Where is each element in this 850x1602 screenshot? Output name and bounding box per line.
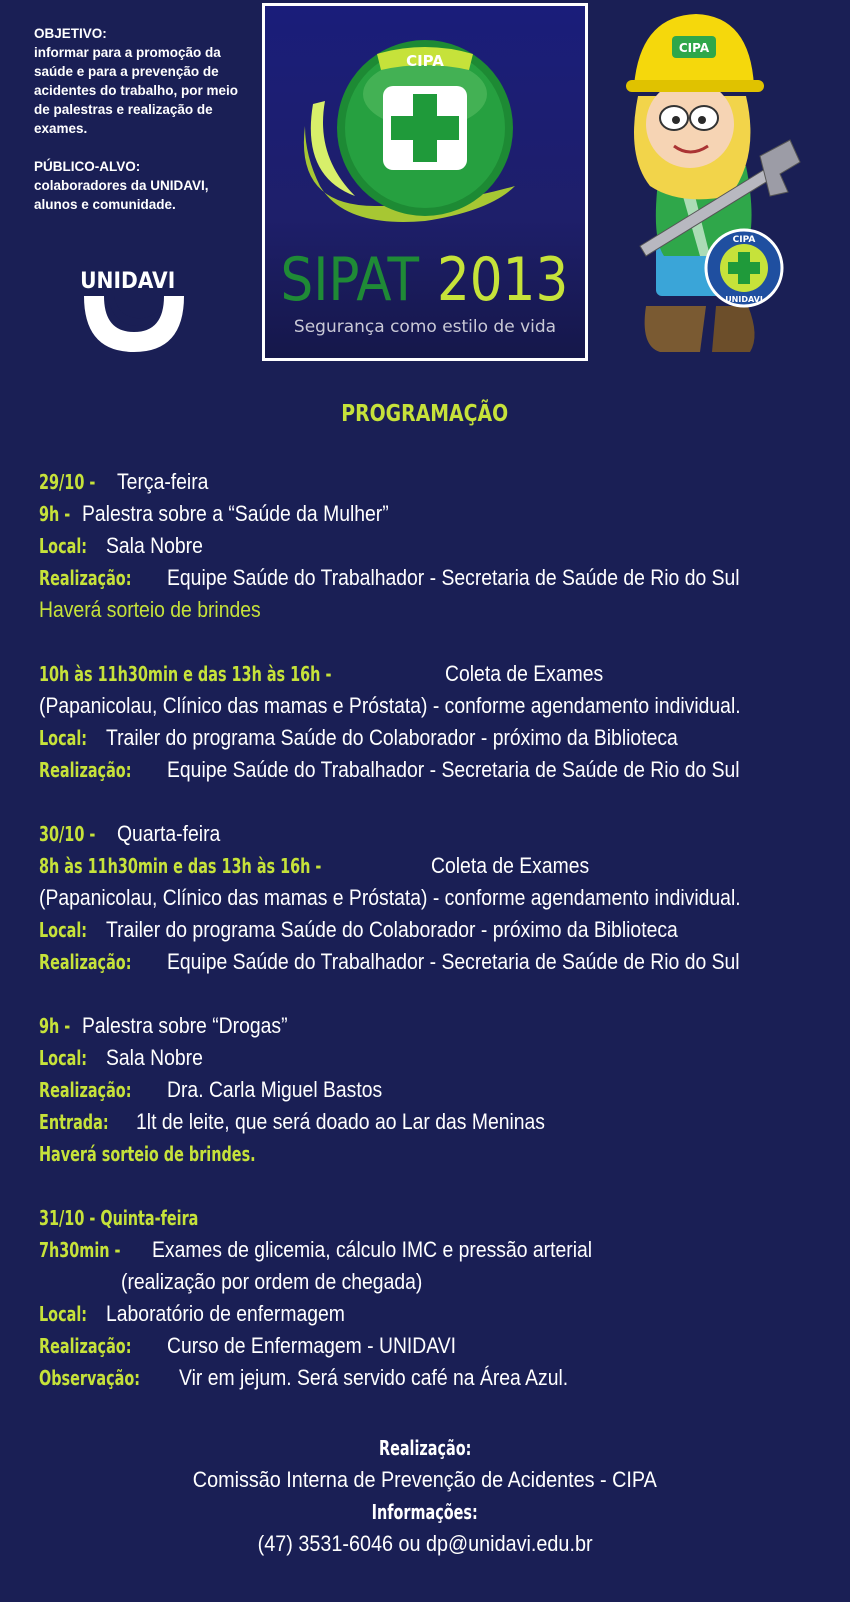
- day2-event1: [39, 850, 829, 882]
- objective-label: OBJETIVO:: [34, 26, 107, 41]
- footer-contact: (47) 3531-6046 ou dp@unidavi.edu.br: [257, 1531, 593, 1556]
- helmet-badge-text: CIPA: [678, 41, 710, 55]
- objective: [34, 24, 254, 138]
- day3-event1-local-value: Laboratório de enfermagem: [105, 1301, 345, 1326]
- day1-date: 29/10 -: [39, 470, 96, 494]
- footer-organization: Comissão Interna de Prevenção de Acidentes - CIPA: [192, 1467, 658, 1492]
- day1-event1: [39, 498, 829, 530]
- day2-event2-realizacao-value: Dra. Carla Miguel Bastos: [167, 1077, 383, 1102]
- day1-header: [39, 466, 829, 498]
- day2-event2-time: 9h -: [39, 1014, 71, 1038]
- day1-event2-realizacao-value: Equipe Saúde do Trabalhador - Secretaria de Saúde de Rio do Sul: [167, 757, 740, 782]
- realizacao-label: Realização:: [39, 758, 132, 782]
- day3-event1-note: [39, 1266, 829, 1298]
- day3-event1-realizacao-value: Curso de Enfermagem - UNIDAVI: [167, 1333, 457, 1358]
- day1-event2-time: 10h às 11h30min e das 13h às 16h -: [39, 662, 332, 686]
- sipat-year: 2013: [437, 245, 569, 316]
- day2-date: 30/10 -: [39, 822, 96, 846]
- day2-event2-prize-text: Haverá sorteio de brindes.: [39, 1142, 256, 1166]
- day2-event1-local-value: Trailer do programa Saúde do Colaborador - próximo da Biblioteca: [105, 917, 678, 942]
- day2-weekday: Quarta-feira: [117, 821, 221, 846]
- day2-event2-local-value: Sala Nobre: [105, 1045, 203, 1070]
- day1-event2-detail-text: (Papanicolau, Clínico das mamas e Próstata) - conforme agendamento individual.: [39, 693, 741, 718]
- unidavi-logo: [78, 266, 190, 356]
- footer-info-label: Informações:: [371, 1500, 479, 1524]
- realizacao-label: Realização:: [39, 1334, 132, 1358]
- day1-event2-realizacao: [39, 754, 829, 786]
- local-label: Local:: [39, 918, 88, 942]
- day2-event2-entry-value: 1lt de leite, que será doado ao Lar das Meninas: [135, 1109, 545, 1134]
- footer-realizacao-label: Realização:: [378, 1436, 472, 1460]
- sipat-tagline: Segurança como estilo de vida: [293, 317, 557, 337]
- day1-event1-prize: [39, 594, 829, 626]
- sipat-title: SIPAT: [280, 245, 420, 316]
- day2-event2-local: [39, 1042, 829, 1074]
- day3-event1-realizacao: [39, 1330, 829, 1362]
- local-label: Local:: [39, 1302, 88, 1326]
- day2-event1-realizacao: [39, 946, 829, 978]
- sipat-logo-box: [262, 3, 588, 361]
- day1-event2-title: Coleta de Exames: [445, 661, 604, 686]
- day1-weekday: Terça-feira: [117, 469, 209, 494]
- day2-event2-prize: [39, 1138, 829, 1170]
- objective-text: informar para a promoção da saúde e para a prevenção de acidentes do trabalho, por meio de palestras e realização de exames.: [34, 45, 239, 136]
- realizacao-label: Realização:: [39, 1078, 132, 1102]
- day3-event1-local: [39, 1298, 829, 1330]
- day3-event1-time: 7h30min -: [39, 1238, 121, 1262]
- day1-event1-prize-text: Haverá sorteio de brindes: [39, 597, 261, 622]
- observacao-label: Observação:: [39, 1366, 141, 1390]
- day1-event1-local: [39, 530, 829, 562]
- day2-event2-realizacao: [39, 1074, 829, 1106]
- day2-event2-title: Palestra sobre “Drogas”: [82, 1013, 288, 1038]
- day2-event1-realizacao-value: Equipe Saúde do Trabalhador - Secretaria de Saúde de Rio do Sul: [167, 949, 740, 974]
- local-label: Local:: [39, 534, 88, 558]
- day2-header: [39, 818, 829, 850]
- day1-event2-local: [39, 722, 829, 754]
- seal-bottom-text: UNIDAVI: [725, 295, 763, 304]
- audience-label: PÚBLICO-ALVO:: [34, 159, 141, 174]
- day3-event1: [39, 1234, 829, 1266]
- entrada-label: Entrada:: [39, 1110, 109, 1134]
- day2-event2: [39, 1010, 829, 1042]
- day2-event1-time: 8h às 11h30min e das 13h às 16h -: [39, 854, 322, 878]
- day3-event1-observation: [39, 1362, 829, 1394]
- day1-event2-local-value: Trailer do programa Saúde do Colaborador - próximo da Biblioteca: [105, 725, 678, 750]
- day1-event1-realizacao: [39, 562, 829, 594]
- realizacao-label: Realização:: [39, 566, 132, 590]
- day3-date: 31/10 - Quinta-feira: [39, 1206, 199, 1230]
- cipa-badge-text: CIPA: [406, 52, 444, 70]
- day3-event1-title: Exames de glicemia, cálculo IMC e pressão arterial: [152, 1237, 593, 1262]
- day1-event1-time: 9h -: [39, 502, 71, 526]
- day2-event1-detail-text: (Papanicolau, Clínico das mamas e Próstata) - conforme agendamento individual.: [39, 885, 741, 910]
- intro-block: [34, 24, 254, 233]
- realizacao-label: Realização:: [39, 950, 132, 974]
- audience-text: colaboradores da UNIDAVI, alunos e comunidade.: [34, 178, 209, 212]
- day1-event1-realizacao-value: Equipe Saúde do Trabalhador - Secretaria de Saúde de Rio do Sul: [167, 565, 740, 590]
- local-label: Local:: [39, 1046, 88, 1070]
- seal-top-text: CIPA: [732, 235, 756, 245]
- day3-event1-observation-value: Vir em jejum. Será servido café na Área Azul.: [179, 1365, 569, 1390]
- local-label: Local:: [39, 726, 88, 750]
- day2-event1-local: [39, 914, 829, 946]
- day2-event2-entry: [39, 1106, 829, 1138]
- unidavi-logo-text: UNIDAVI: [80, 267, 176, 294]
- sipat-logo: [265, 6, 585, 358]
- program-title-text: PROGRAMAÇÃO: [341, 401, 509, 427]
- program-title: [0, 400, 850, 427]
- day3-header: [39, 1202, 829, 1234]
- day2-event1-title: Coleta de Exames: [431, 853, 590, 878]
- day2-event1-detail: [39, 882, 829, 914]
- day1-event1-local-value: Sala Nobre: [105, 533, 203, 558]
- mascot-illustration: [620, 6, 820, 366]
- schedule: [39, 466, 829, 1394]
- audience: [34, 157, 254, 214]
- day1-event1-title: Palestra sobre a “Saúde da Mulher”: [82, 501, 390, 526]
- day1-event2-detail: [39, 690, 829, 722]
- footer: [0, 1432, 850, 1560]
- day1-event2: [39, 658, 829, 690]
- day3-event1-note-text: (realização por ordem de chegada): [121, 1269, 423, 1294]
